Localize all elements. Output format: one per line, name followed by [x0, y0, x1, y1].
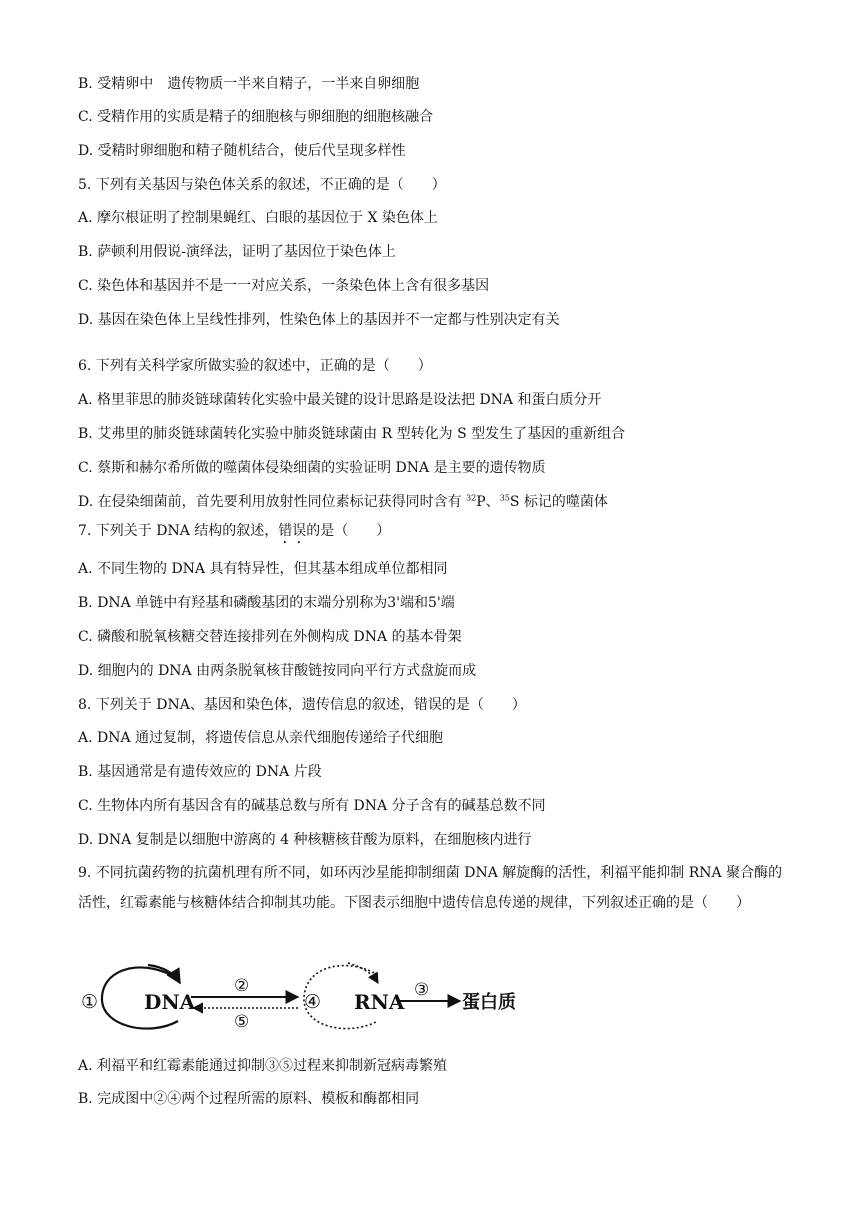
option-line: C. 受精作用的实质是精子的细胞核与卵细胞的细胞核融合	[78, 109, 434, 125]
isotope-superscript: 35	[499, 493, 510, 503]
option-text: B. 受精卵中	[78, 76, 154, 92]
emphasis-text: 错误	[278, 523, 307, 539]
option-line: B. 基因通常是有遗传效应的 DNA 片段	[78, 764, 322, 780]
option-line: B. 完成图中②④两个过程所需的原料、模板和酶都相同	[78, 1091, 420, 1107]
option-line: D. DNA 复制是以细胞中游离的 4 种核糖核苷酸为原料，在细胞核内进行	[78, 832, 532, 848]
diagram-label-rna: RNA	[354, 990, 405, 1014]
option-line: C. 蔡斯和赫尔希所做的噬菌体侵染细菌的实验证明 DNA 是主要的遗传物质	[78, 460, 546, 476]
diagram-label-5: ⑤	[234, 1012, 250, 1032]
question-6: 6. 下列有关科学家所做实验的叙述中，正确的是（ ）	[78, 358, 432, 374]
option-line: D. 基因在染色体上呈线性排列，性染色体上的基因并不一定都与性别决定有关	[78, 312, 560, 328]
option-line: A. 不同生物的 DNA 具有特异性，但其基本组成单位都相同	[78, 561, 448, 577]
option-line	[78, 75, 419, 93]
genetic-information-flow-diagram	[78, 955, 538, 1035]
question-5: 5. 下列有关基因与染色体关系的叙述，不正确的是（ ）	[78, 177, 446, 193]
diagram-label-2: ②	[234, 976, 250, 996]
question-8: 8. 下列关于 DNA、基因和染色体，遗传信息的叙述，错误的是（ ）	[78, 697, 526, 713]
diagram-label-dna: DNA	[144, 990, 196, 1014]
diagram-label-4: ④	[304, 991, 322, 1013]
question-9: 9. 不同抗菌药物的抗菌机理有所不同，如环丙沙星能抑制细菌 DNA 解旋酶的活性，利福平能抑制 RNA 聚合酶的活性，红霉素能与核糖体结合抑制其功能。下图表示细胞中遗传信息传递的规律，下列叙述正确的是（ ）	[78, 865, 783, 911]
option-text: P、	[476, 494, 500, 510]
question-text: 7. 下列关于 DNA 结构的叙述，	[78, 523, 279, 539]
option-text: 遗传物质一半来自精子，一半来自卵细胞	[167, 76, 420, 92]
diagram-label-3: ③	[414, 980, 430, 1000]
option-line: D. 受精时卵细胞和精子随机结合，使后代呈现多样性	[78, 143, 406, 159]
option-line	[78, 493, 608, 511]
question-text: 的是（ ）	[306, 523, 391, 539]
question-7	[78, 522, 390, 547]
diagram-label-protein: 蛋白质	[462, 992, 516, 1013]
option-line: A. 摩尔根证明了控制果蝇红、白眼的基因位于 X 染色体上	[78, 210, 438, 226]
diagram-label-1: ①	[81, 991, 99, 1013]
isotope-superscript: 32	[466, 493, 477, 503]
option-text: D. 在侵染细菌前，首先要利用放射性同位素标记获得同时含有	[78, 494, 467, 510]
option-line: C. 磷酸和脱氧核糖交替连接排列在外侧构成 DNA 的基本骨架	[78, 629, 462, 645]
option-text: S 标记的噬菌体	[509, 494, 608, 510]
option-line: B. 艾弗里的肺炎链球菌转化实验中肺炎链球菌由 R 型转化为 S 型发生了基因的重新组合	[78, 426, 626, 442]
option-line: B. DNA 单链中有羟基和磷酸基团的末端分别称为3'端和5'端	[78, 595, 455, 611]
option-line: D. 细胞内的 DNA 由两条脱氧核苷酸链按同向平行方式盘旋而成	[78, 663, 477, 679]
option-line: A. 利福平和红霉素能通过抑制③⑤过程来抑制新冠病毒繁殖	[78, 1058, 448, 1074]
option-line: A. 格里菲思的肺炎链球菌转化实验中最关键的设计思路是设法把 DNA 和蛋白质分开	[78, 392, 602, 408]
option-line: C. 染色体和基因并不是一一对应关系，一条染色体上含有很多基因	[78, 278, 490, 294]
option-line: C. 生物体内所有基因含有的碱基总数与所有 DNA 分子含有的碱基总数不同	[78, 798, 546, 814]
option-line: A. DNA 通过复制，将遗传信息从亲代细胞传递给子代细胞	[78, 730, 444, 746]
option-line: B. 萨顿利用假说-演绎法，证明了基因位于染色体上	[78, 244, 396, 260]
